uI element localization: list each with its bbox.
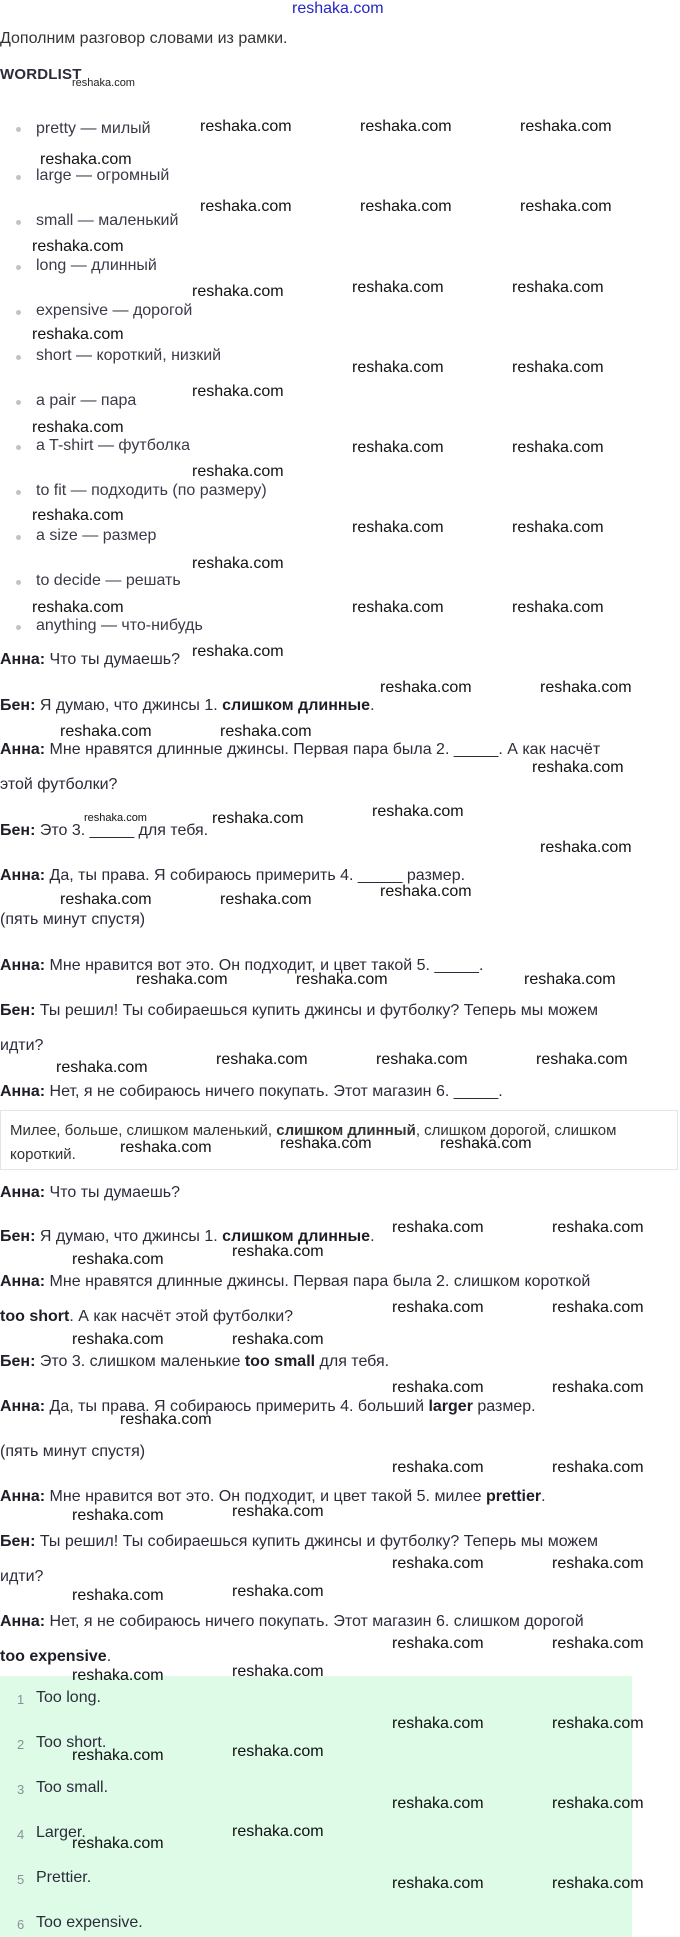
watermark: reshaka.com xyxy=(56,1059,148,1076)
watermark: reshaka.com xyxy=(72,77,135,89)
watermark: reshaka.com xyxy=(232,1331,324,1348)
watermark: reshaka.com xyxy=(512,359,604,376)
watermark: reshaka.com xyxy=(360,118,452,135)
watermark: reshaka.com xyxy=(120,1139,212,1156)
list-item: small — маленький xyxy=(36,212,179,229)
watermark: reshaka.com xyxy=(352,599,444,616)
watermark: reshaka.com xyxy=(32,599,124,616)
watermark: reshaka.com xyxy=(392,1379,484,1396)
watermark: reshaka.com xyxy=(60,723,152,740)
answer-text: Too small. xyxy=(36,1779,109,1796)
watermark: reshaka.com xyxy=(136,971,228,988)
watermark: reshaka.com xyxy=(192,463,284,480)
line-text: Да, ты права. Я собираюсь примерить 4. больший xyxy=(45,1398,429,1415)
speaker: Бен: xyxy=(0,1353,36,1370)
speaker: Анна: xyxy=(0,1488,46,1505)
watermark: reshaka.com xyxy=(72,1835,164,1852)
watermark: reshaka.com xyxy=(296,971,388,988)
line-text: . xyxy=(541,1488,546,1505)
dialogue-line xyxy=(0,1533,598,1551)
dialogue-line xyxy=(0,1353,389,1371)
watermark: reshaka.com xyxy=(392,1635,484,1652)
line-text: Это 3. _____ для тебя. xyxy=(35,822,209,839)
watermark: reshaka.com xyxy=(512,519,604,536)
speaker: Анна: xyxy=(0,1273,46,1290)
dialogue-line xyxy=(0,1002,598,1020)
dialogue-line xyxy=(0,822,208,840)
list-item: a T-shirt — футболка xyxy=(36,437,190,454)
dialogue-line xyxy=(0,1568,43,1586)
line-text: размер. xyxy=(472,1398,536,1415)
watermark: reshaka.com xyxy=(392,1795,484,1812)
list-item: pretty — милый xyxy=(36,120,151,137)
speaker: Анна: xyxy=(0,1083,46,1100)
answer-highlight: prettier xyxy=(485,1488,542,1505)
speaker: Анна: xyxy=(0,957,46,974)
watermark: reshaka.com xyxy=(440,1135,532,1152)
watermark: reshaka.com xyxy=(232,1663,324,1680)
line-text: Мне нравится вот это. Он подходит, и цвет такой 5. _____. xyxy=(45,957,484,974)
line-text: . xyxy=(370,1228,375,1245)
speaker: Анна: xyxy=(0,1398,46,1415)
watermark: reshaka.com xyxy=(72,1667,164,1684)
bullet-icon xyxy=(16,127,21,132)
list-item: to decide — решать xyxy=(36,572,181,589)
task-instruction: Дополним разговор словами из рамки. xyxy=(0,30,288,47)
answer-text: Too expensive. xyxy=(36,1914,143,1931)
watermark: reshaka.com xyxy=(552,1555,644,1572)
watermark: reshaka.com xyxy=(192,643,284,660)
watermark: reshaka.com xyxy=(192,555,284,572)
bullet-icon xyxy=(16,580,21,585)
dialogue-line xyxy=(0,651,180,669)
watermark: reshaka.com xyxy=(352,359,444,376)
watermark: reshaka.com xyxy=(360,198,452,215)
watermark: reshaka.com xyxy=(380,883,472,900)
line-text: Мне нравятся длинные джинсы. Первая пара была 2. слишком короткой xyxy=(45,1273,591,1290)
speaker: Анна: xyxy=(0,1184,46,1201)
watermark: reshaka.com xyxy=(32,238,124,255)
line-text: Ты решил! Ты собираешься купить джинсы и футболку? Теперь мы можем xyxy=(35,1533,599,1550)
list-item: long — длинный xyxy=(36,257,157,274)
watermark: reshaka.com xyxy=(532,759,624,776)
line-text: Мне нравится вот это. Он подходит, и цвет такой 5. милее xyxy=(45,1488,486,1505)
speaker: Анна: xyxy=(0,741,46,758)
watermark: reshaka.com xyxy=(392,1219,484,1236)
watermark: reshaka.com xyxy=(32,326,124,343)
watermark: reshaka.com xyxy=(232,1243,324,1260)
watermark: reshaka.com xyxy=(192,383,284,400)
dialogue-line xyxy=(0,1648,111,1666)
answer-number: 2 xyxy=(17,1737,25,1752)
watermark: reshaka.com xyxy=(200,198,292,215)
dialogue-line xyxy=(0,1273,590,1291)
line-text: этой футболки? xyxy=(0,776,118,793)
watermark: reshaka.com xyxy=(32,419,124,436)
watermark: reshaka.com xyxy=(232,1503,324,1520)
list-item: anything — что-нибудь xyxy=(36,617,203,634)
answer-text: Too short. xyxy=(36,1734,107,1751)
watermark: reshaka.com xyxy=(200,118,292,135)
answer-number: 3 xyxy=(17,1782,25,1797)
dialogue-line xyxy=(0,1398,536,1416)
speaker: Бен: xyxy=(0,822,36,839)
answer-number: 1 xyxy=(17,1692,25,1707)
watermark: reshaka.com xyxy=(392,1299,484,1316)
bullet-icon xyxy=(16,625,21,630)
watermark: reshaka.com xyxy=(512,599,604,616)
dialogue-line xyxy=(0,697,375,715)
watermark: reshaka.com xyxy=(392,1555,484,1572)
bullet-icon xyxy=(16,445,21,450)
line-text: (пять минут спустя) xyxy=(0,1443,146,1460)
dialogue-line xyxy=(0,1083,503,1101)
answer-number: 4 xyxy=(17,1827,25,1842)
dialogue-line xyxy=(0,1308,293,1326)
bullet-icon xyxy=(16,490,21,495)
bullet-icon xyxy=(16,535,21,540)
watermark: reshaka.com xyxy=(216,1051,308,1068)
answer-text: Larger. xyxy=(36,1824,86,1841)
watermark: reshaka.com xyxy=(512,279,604,296)
line-text: (пять минут спустя) xyxy=(0,911,146,928)
speaker: Бен: xyxy=(0,1228,36,1245)
watermark: reshaka.com xyxy=(72,1251,164,1268)
answer-highlight: слишком длинные xyxy=(222,697,371,714)
line-text: Мне нравятся длинные джинсы. Первая пара была 2. _____. А как насчёт xyxy=(45,741,601,758)
line-text: Ты решил! Ты собираешься купить джинсы и футболку? Теперь мы можем xyxy=(35,1002,599,1019)
line-text: идти? xyxy=(0,1568,44,1585)
watermark: reshaka.com xyxy=(520,198,612,215)
bullet-icon xyxy=(16,265,21,270)
watermark: reshaka.com xyxy=(352,439,444,456)
dialogue-line xyxy=(0,1443,145,1461)
line-text: . А как насчёт этой футболки? xyxy=(69,1308,294,1325)
line-text: Я думаю, что джинсы 1. xyxy=(35,697,223,714)
answer-highlight: слишком длинные xyxy=(222,1228,371,1245)
watermark: reshaka.com xyxy=(40,151,132,168)
speaker: Бен: xyxy=(0,1533,36,1550)
bullet-icon xyxy=(16,400,21,405)
watermark: reshaka.com xyxy=(536,1051,628,1068)
watermark: reshaka.com xyxy=(392,1715,484,1732)
line-text: Нет, я не собираюсь ничего покупать. Этот магазин 6. _____. xyxy=(45,1083,503,1100)
watermark: reshaka.com xyxy=(520,118,612,135)
line-text: Это 3. слишком маленькие xyxy=(35,1353,245,1370)
bullet-icon xyxy=(16,175,21,180)
wordlist-title: WORDLIST xyxy=(0,66,82,83)
list-item: large — огромный xyxy=(36,167,170,184)
watermark: reshaka.com xyxy=(380,679,472,696)
answer-text: Too long. xyxy=(36,1689,101,1706)
answer-number: 6 xyxy=(17,1917,25,1932)
list-item: expensive — дорогой xyxy=(36,302,193,319)
line-text: Нет, я не собираюсь ничего покупать. Этот магазин 6. слишком дорогой xyxy=(45,1613,584,1630)
speaker: Бен: xyxy=(0,1002,36,1019)
watermark: reshaka.com xyxy=(84,812,147,824)
list-item: to fit — подходить (по размеру) xyxy=(36,482,267,499)
line-text: Я думаю, что джинсы 1. xyxy=(35,1228,223,1245)
watermark: reshaka.com xyxy=(552,1299,644,1316)
watermark: reshaka.com xyxy=(212,810,304,827)
list-item: a pair — пара xyxy=(36,392,137,409)
list-item: a size — размер xyxy=(36,527,157,544)
answer-number: 5 xyxy=(17,1872,25,1887)
answer-highlight: too short xyxy=(0,1308,70,1325)
watermark: reshaka.com xyxy=(220,891,312,908)
watermark: reshaka.com xyxy=(392,1459,484,1476)
bullet-icon xyxy=(16,355,21,360)
watermark: reshaka.com xyxy=(72,1747,164,1764)
speaker: Анна: xyxy=(0,1613,46,1630)
watermark: reshaka.com xyxy=(372,803,464,820)
answer-highlight: too expensive xyxy=(0,1648,107,1665)
watermark: reshaka.com xyxy=(552,1635,644,1652)
watermark: reshaka.com xyxy=(352,279,444,296)
line-text: Что ты думаешь? xyxy=(45,651,181,668)
speaker: Анна: xyxy=(0,651,46,668)
site-link[interactable]: reshaka.com xyxy=(292,0,384,17)
list-item: short — короткий, низкий xyxy=(36,347,222,364)
watermark: reshaka.com xyxy=(232,1823,324,1840)
watermark: reshaka.com xyxy=(220,723,312,740)
watermark: reshaka.com xyxy=(552,1459,644,1476)
line-text: идти? xyxy=(0,1037,44,1054)
answers-block xyxy=(0,1676,632,1937)
watermark: reshaka.com xyxy=(540,679,632,696)
line-text: . xyxy=(370,697,375,714)
line-text: для тебя. xyxy=(315,1353,390,1370)
watermark: reshaka.com xyxy=(352,519,444,536)
word-box-text: Милее, больше, слишком маленький, слишком длинный, слишком дорогой, слишком короткий. xyxy=(10,1122,617,1163)
line-text: Что ты думаешь? xyxy=(45,1184,181,1201)
watermark: reshaka.com xyxy=(512,439,604,456)
watermark: reshaka.com xyxy=(120,1411,212,1428)
line-text: Да, ты права. Я собираюсь примерить 4. _____ размер. xyxy=(45,867,466,884)
dialogue-line xyxy=(0,957,483,975)
watermark: reshaka.com xyxy=(552,1379,644,1396)
watermark: reshaka.com xyxy=(392,1875,484,1892)
watermark: reshaka.com xyxy=(60,891,152,908)
watermark: reshaka.com xyxy=(32,507,124,524)
dialogue-line xyxy=(0,1184,180,1202)
watermark: reshaka.com xyxy=(552,1219,644,1236)
watermark: reshaka.com xyxy=(232,1583,324,1600)
watermark: reshaka.com xyxy=(540,839,632,856)
watermark: reshaka.com xyxy=(376,1051,468,1068)
line-text: . xyxy=(106,1648,112,1665)
watermark: reshaka.com xyxy=(280,1135,372,1152)
answer-highlight: larger xyxy=(428,1398,473,1415)
watermark: reshaka.com xyxy=(524,971,616,988)
bullet-icon xyxy=(16,310,21,315)
watermark: reshaka.com xyxy=(72,1587,164,1604)
watermark: reshaka.com xyxy=(232,1743,324,1760)
watermark: reshaka.com xyxy=(72,1331,164,1348)
dialogue-line xyxy=(0,741,600,759)
bullet-icon xyxy=(16,220,21,225)
watermark: reshaka.com xyxy=(552,1875,644,1892)
dialogue-line xyxy=(0,1037,43,1055)
dialogue-line xyxy=(0,776,117,794)
watermark: reshaka.com xyxy=(552,1715,644,1732)
answer-text: Prettier. xyxy=(36,1869,92,1886)
dialogue-line xyxy=(0,911,145,929)
speaker: Бен: xyxy=(0,697,36,714)
dialogue-line xyxy=(0,1613,584,1631)
speaker: Анна: xyxy=(0,867,46,884)
watermark: reshaka.com xyxy=(192,283,284,300)
watermark: reshaka.com xyxy=(552,1795,644,1812)
answer-highlight: too small xyxy=(244,1353,316,1370)
watermark: reshaka.com xyxy=(72,1507,164,1524)
